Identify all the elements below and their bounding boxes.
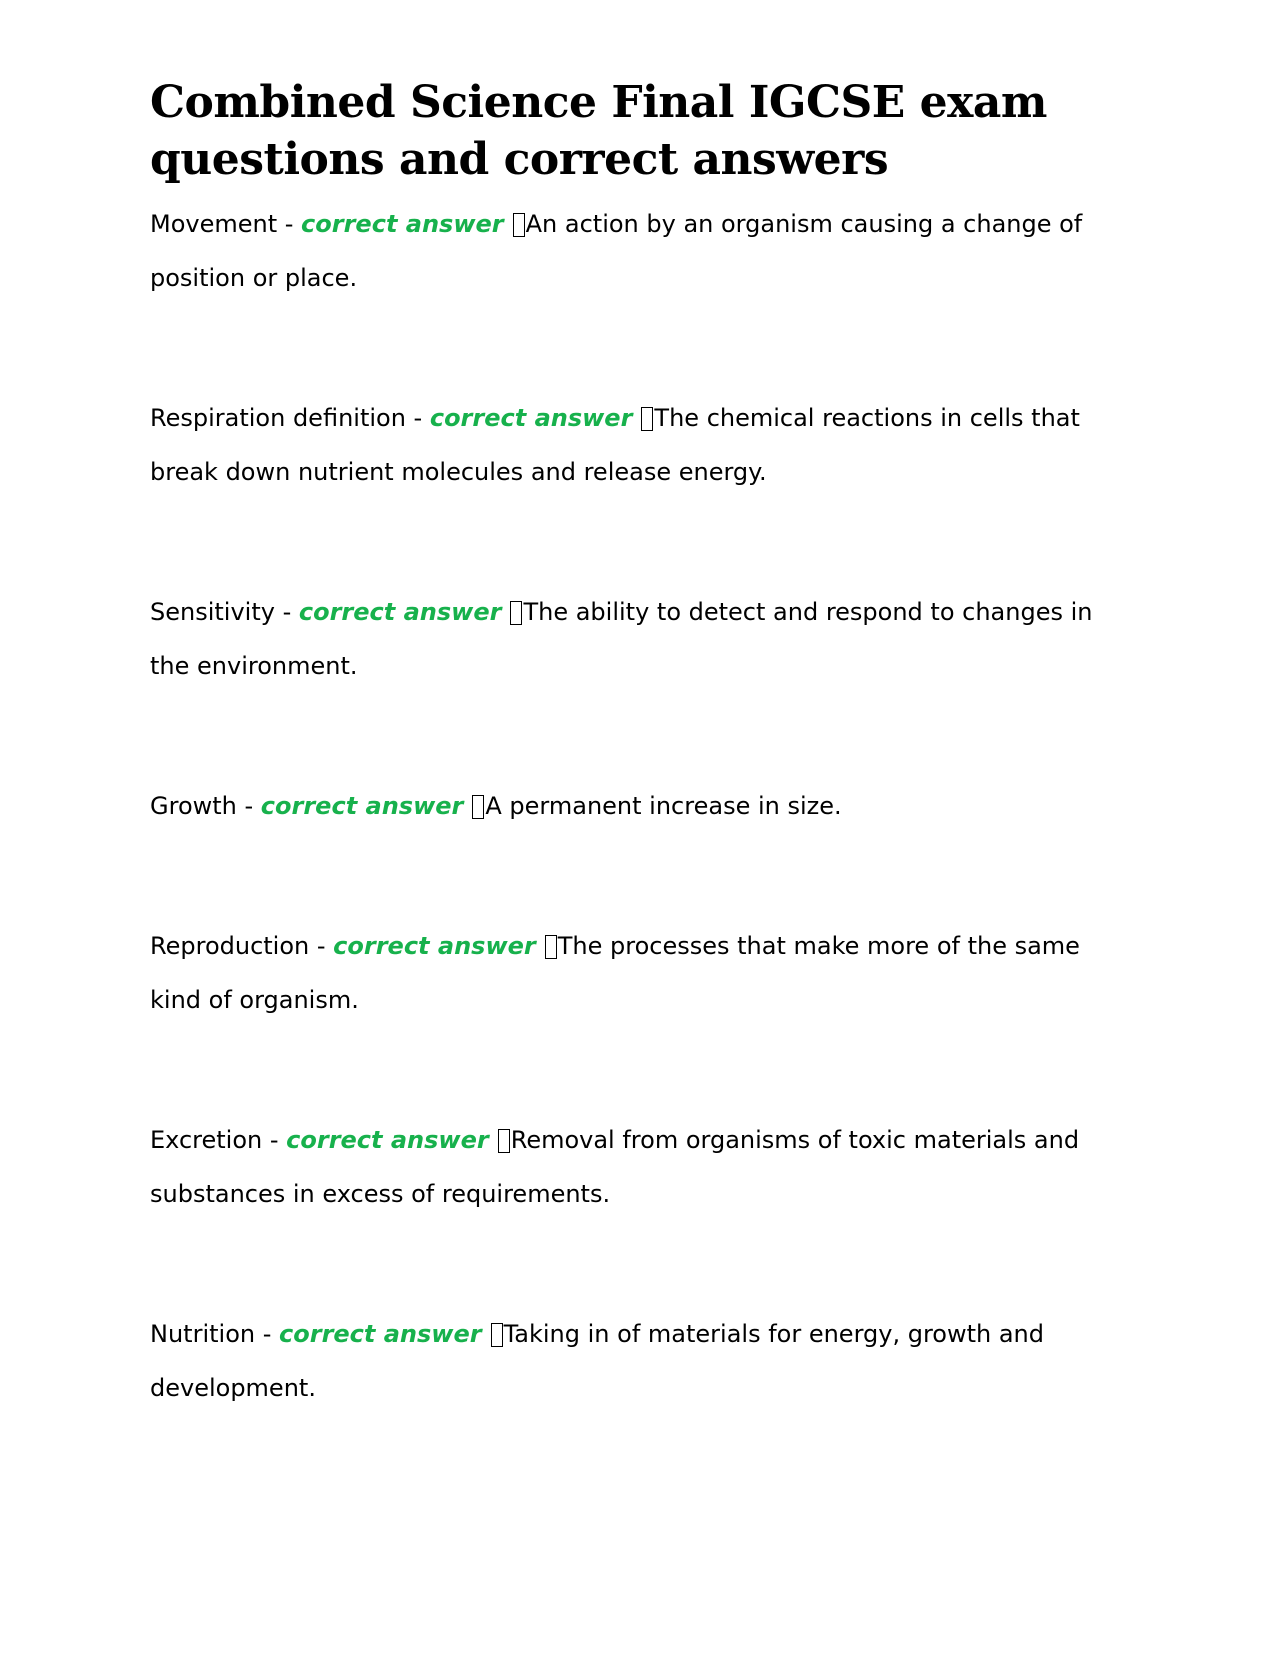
separator: - xyxy=(262,1126,287,1154)
document-page xyxy=(150,74,1135,1501)
question-term: Respiration definition xyxy=(150,404,406,432)
missing-glyph-icon xyxy=(510,601,522,625)
answer-definition: Removal from organisms of toxic materials and substances in excess of requirements. xyxy=(150,1126,1080,1208)
answer-definition: The processes that make more of the same kind of organism. xyxy=(150,932,1080,1014)
answer-label: correct answer xyxy=(279,1320,482,1348)
missing-glyph-icon xyxy=(641,407,653,431)
separator: - xyxy=(309,932,334,960)
answer-label: correct answer xyxy=(298,598,502,626)
question-term: Nutrition xyxy=(150,1320,256,1348)
question-term: Movement xyxy=(150,210,278,238)
qa-item xyxy=(150,779,1135,833)
answer-definition: A permanent increase in size. xyxy=(485,792,842,820)
missing-glyph-icon xyxy=(545,935,557,959)
missing-glyph-icon xyxy=(513,213,525,237)
qa-item xyxy=(150,585,1135,693)
answer-label: correct answer xyxy=(333,932,536,960)
answer-definition: The ability to detect and respond to changes in the environment. xyxy=(150,598,1093,680)
separator: - xyxy=(236,792,261,820)
qa-item xyxy=(150,197,1135,305)
separator: - xyxy=(277,210,302,238)
qa-item xyxy=(150,1113,1135,1221)
answer-label: correct answer xyxy=(301,210,504,238)
qa-item xyxy=(150,919,1135,1027)
separator: - xyxy=(255,1320,280,1348)
separator: - xyxy=(405,404,430,432)
question-term: Sensitivity xyxy=(150,598,275,626)
answer-definition: Taking in of materials for energy, growth and development. xyxy=(150,1320,1045,1402)
qa-item xyxy=(150,1307,1135,1415)
question-term: Excretion xyxy=(150,1126,263,1154)
question-term: Growth xyxy=(150,792,237,820)
answer-label: correct answer xyxy=(260,792,464,820)
document-title: Combined Science Final IGCSE exam questions and correct answers xyxy=(150,77,1047,185)
separator: - xyxy=(274,598,299,626)
answer-label: correct answer xyxy=(286,1126,489,1154)
answer-definition: An action by an organism causing a change of position or place. xyxy=(150,210,1083,292)
answer-label: correct answer xyxy=(429,404,633,432)
qa-item xyxy=(150,391,1135,499)
missing-glyph-icon xyxy=(472,795,484,819)
missing-glyph-icon xyxy=(498,1129,510,1153)
answer-definition: The chemical reactions in cells that break down nutrient molecules and release energy. xyxy=(150,404,1080,486)
missing-glyph-icon xyxy=(491,1323,503,1347)
question-term: Reproduction xyxy=(150,932,310,960)
